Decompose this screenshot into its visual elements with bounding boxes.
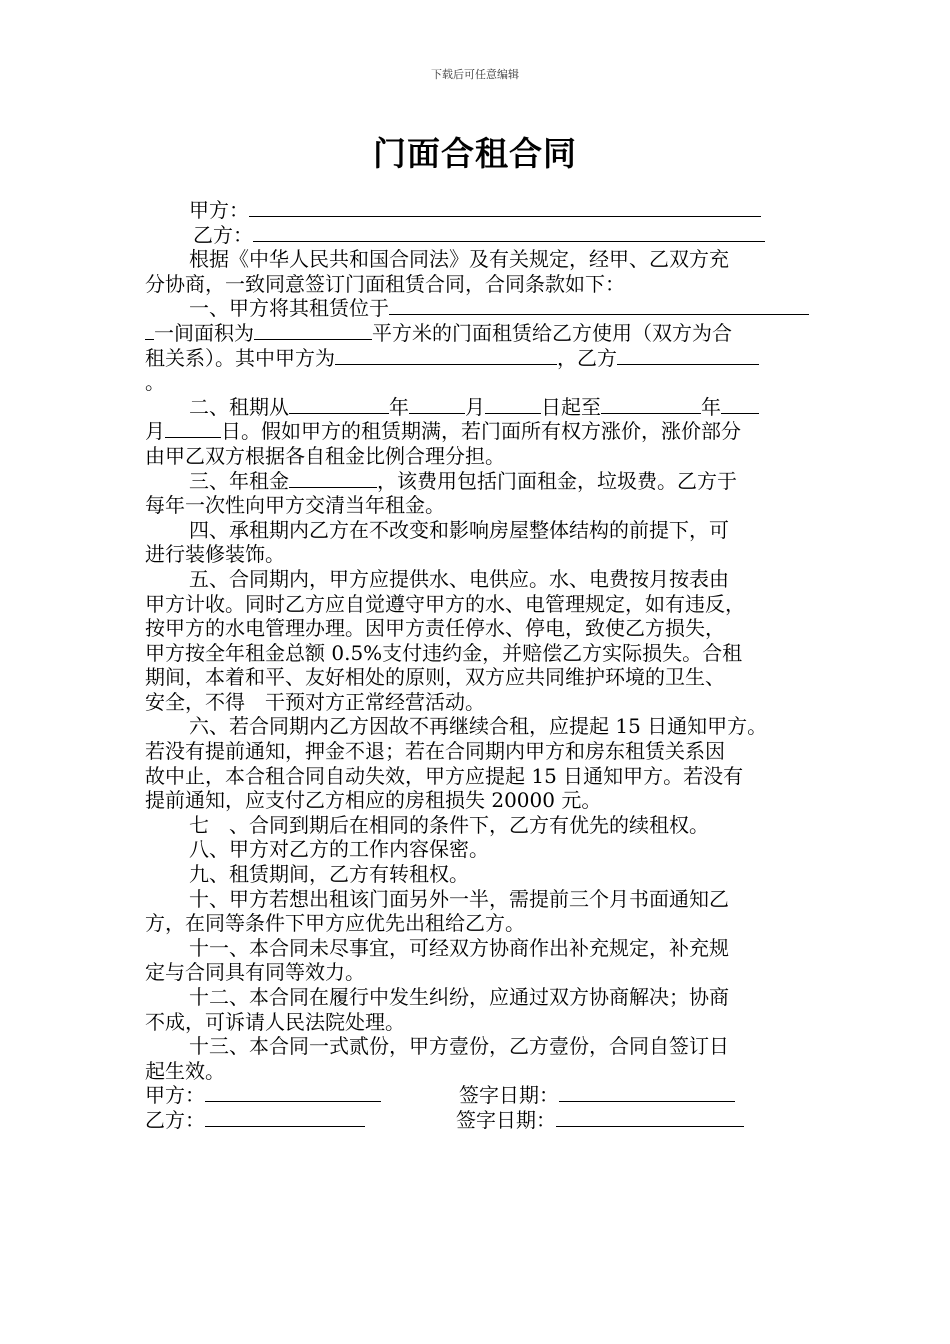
signature-row-b: 乙方： 签字日期： bbox=[145, 1108, 810, 1133]
clause-4-line-2: 进行装修装饰。 bbox=[145, 542, 285, 567]
clause-9: 九、租赁期间，乙方有转租权。 bbox=[189, 862, 469, 887]
start-month-field[interactable] bbox=[409, 395, 465, 414]
clause-1-line-3: 租关系）。其中甲方为 ，乙方 bbox=[145, 346, 810, 371]
location-field-cont[interactable] bbox=[145, 321, 154, 340]
party-a-line: 甲方： bbox=[145, 198, 810, 223]
clause-10-line-2: 方，在同等条件下甲方应优先出租给乙方。 bbox=[145, 911, 525, 936]
clause-3-line-1: 三、年租金 ，该费用包括门面租金，垃圾费。乙方于 bbox=[189, 468, 737, 493]
signature-b-date-field[interactable] bbox=[556, 1108, 744, 1127]
clause-3-line-2: 每年一次性向甲方交清当年租金。 bbox=[145, 493, 445, 518]
clause-10-line-1: 十、甲方若想出租该门面另外一半，需提前三个月书面通知乙 bbox=[189, 886, 729, 911]
clause-8: 八、甲方对乙方的工作内容保密。 bbox=[189, 837, 489, 862]
clause-5-line-2: 甲方计收。同时乙方应自觉遵守甲方的水、电管理规定，如有违反， bbox=[145, 591, 745, 616]
signature-b-field[interactable] bbox=[205, 1108, 365, 1127]
clause-5-line-4: 甲方按全年租金总额 0.5%支付违约金，并赔偿乙方实际损失。合租 bbox=[145, 640, 743, 665]
clause-5-line-1: 五、合同期内，甲方应提供水、电供应。水、电费按月按表由 bbox=[189, 566, 729, 591]
clause-11-line-1: 十一、本合同未尽事宜，可经双方协商作出补充规定，补充规 bbox=[189, 935, 729, 960]
intro-line-1: 根据《中华人民共和国合同法》及有关规定，经甲、乙双方充 bbox=[189, 247, 729, 272]
clause-2-line-2: 月 日。假如甲方的租赁期满，若门面所有权方涨价，涨价部分 bbox=[145, 419, 741, 444]
clause-5-line-6: 安全，不得 干预对方正常经营活动。 bbox=[145, 689, 485, 714]
clause-7: 七 、合同到期后在相同的条件下，乙方有优先的续租权。 bbox=[189, 812, 709, 837]
clause-2-line-1: 二、租期从 年 月 日起至 年 bbox=[145, 395, 810, 420]
clause-13-line-1: 十三、本合同一式贰份，甲方壹份，乙方壹份，合同自签订日 bbox=[189, 1034, 729, 1059]
clause-6-line-1: 六、若合同期内乙方因故不再继续合租，应提起 15 日通知甲方。 bbox=[189, 714, 768, 739]
clause-13-line-2: 起生效。 bbox=[145, 1058, 225, 1083]
page-header: 下载后可任意编辑 bbox=[431, 68, 519, 81]
clause-2-line-3: 由甲乙双方根据各自租金比例合理分担。 bbox=[145, 443, 505, 468]
party-a-share-field[interactable] bbox=[335, 346, 557, 365]
clause-5-line-5: 期间，本着和平、友好相处的原则，双方应共同维护环境的卫生、 bbox=[145, 665, 725, 690]
contract-title: 门面合租合同 bbox=[373, 134, 577, 173]
signature-row-a: 甲方： 签字日期： bbox=[145, 1083, 810, 1108]
clause-1-line-2: 一间面积为 平方米的门面租赁给乙方使用（双方为合 bbox=[145, 321, 810, 346]
end-day-field[interactable] bbox=[165, 419, 221, 438]
location-field[interactable] bbox=[389, 296, 809, 315]
intro-line-2: 分协商，一致同意签订门面租赁合同，合同条款如下： bbox=[145, 271, 625, 296]
clause-1-line-1: 一、甲方将其租赁位于 bbox=[145, 296, 810, 321]
signature-a-date-field[interactable] bbox=[559, 1083, 735, 1102]
clause-12-line-2: 不成，可诉请人民法院处理。 bbox=[145, 1009, 405, 1034]
clause-5-line-3: 按甲方的水电管理办理。因甲方责任停水、停电，致使乙方损失， bbox=[145, 616, 725, 641]
party-b-field[interactable] bbox=[253, 223, 765, 242]
start-day-field[interactable] bbox=[485, 395, 541, 414]
annual-rent-field[interactable] bbox=[289, 469, 377, 488]
area-field[interactable] bbox=[254, 321, 372, 340]
clause-11-line-2: 定与合同具有同等效力。 bbox=[145, 960, 365, 985]
clause-6-line-3: 故中止，本合租合同自动失效，甲方应提起 15 日通知甲方。若没有 bbox=[145, 763, 744, 788]
start-year-field[interactable] bbox=[289, 395, 389, 414]
end-month-field[interactable] bbox=[721, 395, 759, 414]
clause-6-line-2: 若没有提前通知，押金不退；若在合同期内甲方和房东租赁关系因 bbox=[145, 739, 725, 764]
clause-12-line-1: 十二、本合同在履行中发生纠纷，应通过双方协商解决；协商 bbox=[189, 985, 729, 1009]
contract-body bbox=[145, 198, 810, 1133]
party-b-line: 乙方： bbox=[145, 223, 810, 248]
signature-a-field[interactable] bbox=[205, 1083, 381, 1102]
party-a-field[interactable] bbox=[249, 198, 761, 217]
party-b-share-field[interactable] bbox=[617, 346, 759, 365]
clause-6-line-4: 提前通知，应支付乙方相应的房租损失 20000 元。 bbox=[145, 788, 602, 813]
clause-4-line-1: 四、承租期内乙方在不改变和影响房屋整体结构的前提下，可 bbox=[189, 517, 729, 542]
end-year-field[interactable] bbox=[601, 395, 701, 414]
clause-1-line-4: 。 bbox=[145, 370, 165, 395]
